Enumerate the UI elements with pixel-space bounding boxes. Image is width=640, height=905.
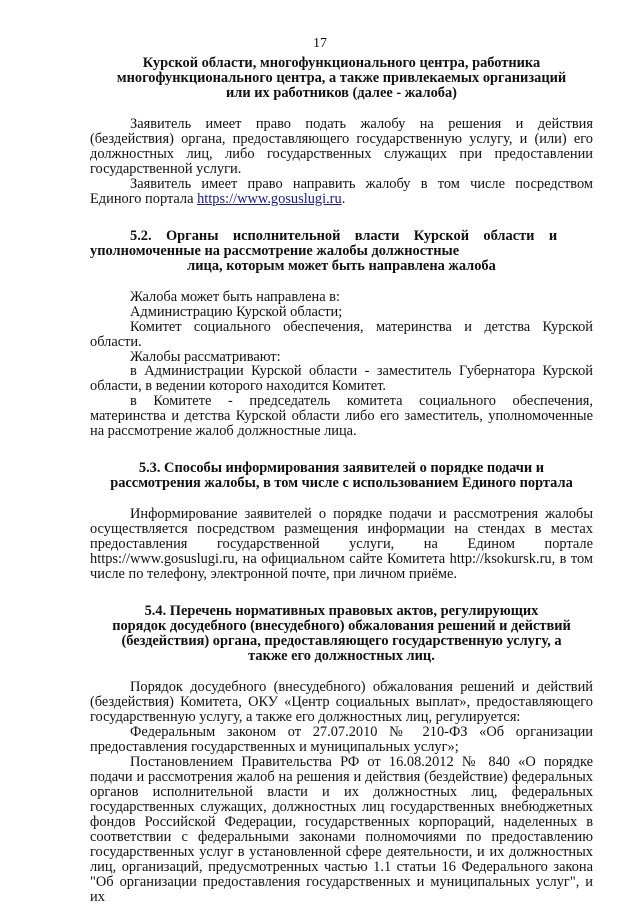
heading-line: 5.4. Перечень нормативных правовых актов, регулирующих: [144, 603, 539, 620]
heading-line: также его должностных лиц.: [248, 648, 435, 664]
intro-paragraph-2-end: .: [341, 190, 346, 207]
section-5-4-paragraph-2: Федеральным законом от 27.07.2010 № 210-ФЗ «Об организации предоставления государственных и муниципальных услуг»;: [90, 723, 593, 755]
s52-line: Администрацию Курской области;: [130, 303, 343, 320]
s52-line: Жалобы рассматривают:: [130, 348, 281, 365]
section-5-4-paragraph-3: Постановлением Правительства РФ от 16.08.2012 № 840 «О порядке подачи и рассмотрения жалоб на решения и действия (бездействие) федеральных органов исполнительной власти и их должностных лиц, федеральных государственных служащих, должностных лиц государственных внебюджетных фондов Российской Федерации, государственных корпораций, наделенных в соответствии с федеральными законами полномочиями по предоставлению государственных услуг в установленной сфере деятельности, и их должностных лиц, организаций, предусмотренных частью 1.1 статьи 16 Федерального закона "Об организации предоставления государственных и муниципальных услуг", и их: [90, 753, 593, 905]
section-5-4-paragraph-1: Порядок досудебного (внесудебного) обжалования решений и действий (бездействия) Комитета, ОКУ «Центр социальных выплат», предоставляющего государственную услугу, а также его должностных лиц, регулируется:: [90, 678, 593, 725]
intro-paragraph-2: [90, 177, 593, 207]
page-number: 17: [313, 36, 327, 51]
s52-line: Жалоба может быть направлена в:: [130, 288, 340, 305]
intro-heading: [90, 56, 593, 101]
section-5-3-heading: [90, 461, 593, 491]
intro-paragraph-1: Заявитель имеет право подать жалобу на решения и действия (бездействия) органа, предоставляющего государственную услугу, и (или) его должностных лиц, либо государственных служащих при предоставлении государственной услуги.: [90, 115, 593, 177]
heading-line: (бездействия) органа, предоставляющего государственную услугу, а: [121, 633, 562, 650]
gosuslugi-link[interactable]: https://www.gosuslugi.ru: [197, 190, 342, 207]
section-5-2-heading: [90, 229, 593, 274]
section-5-2-title-line-1: 5.2. Органы исполнительной власти Курской области и: [130, 227, 558, 244]
page-content: [90, 56, 593, 905]
section-5-3-text: Информирование заявителей о порядке подачи и рассмотрения жалобы осуществляется посредством размещения информации на стендах в местах предоставления государственной услуги, на Едином портале https://www.gosuslugi.ru, на официальном сайте Комитета http://ksokursk.ru, в том числе по телефону, электронной почте, при личном приёме.: [90, 506, 593, 583]
heading-line: или их работников (далее - жалоба): [226, 84, 457, 101]
heading-line: 5.3. Способы информирования заявителей о порядке подачи и: [138, 460, 545, 477]
section-5-2-title-line-2: уполномоченные на рассмотрение жалобы должностные: [90, 242, 460, 259]
heading-line: рассмотрения жалобы, в том числе с использованием Единого портала: [110, 475, 573, 492]
s52-line: Комитет социального обеспечения, материнства и детства Курской области.: [90, 318, 593, 350]
section-5-2-title-line-3: лица, которым может быть направлена жалоба: [187, 257, 496, 274]
heading-line: порядок досудебного (внесудебного) обжалования решений и действий: [112, 618, 571, 635]
s52-line: в Администрации Курской области - заместитель Губернатора Курской области, в ведении которого находится Комитет.: [90, 363, 593, 395]
heading-line: Курской области, многофункционального центра, работника: [142, 55, 541, 71]
heading-line: многофункционального центра, а также привлекаемых организаций: [116, 69, 567, 86]
s52-line: в Комитете - председатель комитета социального обеспечения, материнства и детства Курской области либо его заместитель, уполномоченные на рассмотрение жалоб должностные лица.: [90, 393, 593, 440]
intro-paragraph-2-text: Заявитель имеет право направить жалобу в том числе посредством Единого портала: [90, 175, 593, 207]
section-5-4-heading: [90, 604, 593, 664]
